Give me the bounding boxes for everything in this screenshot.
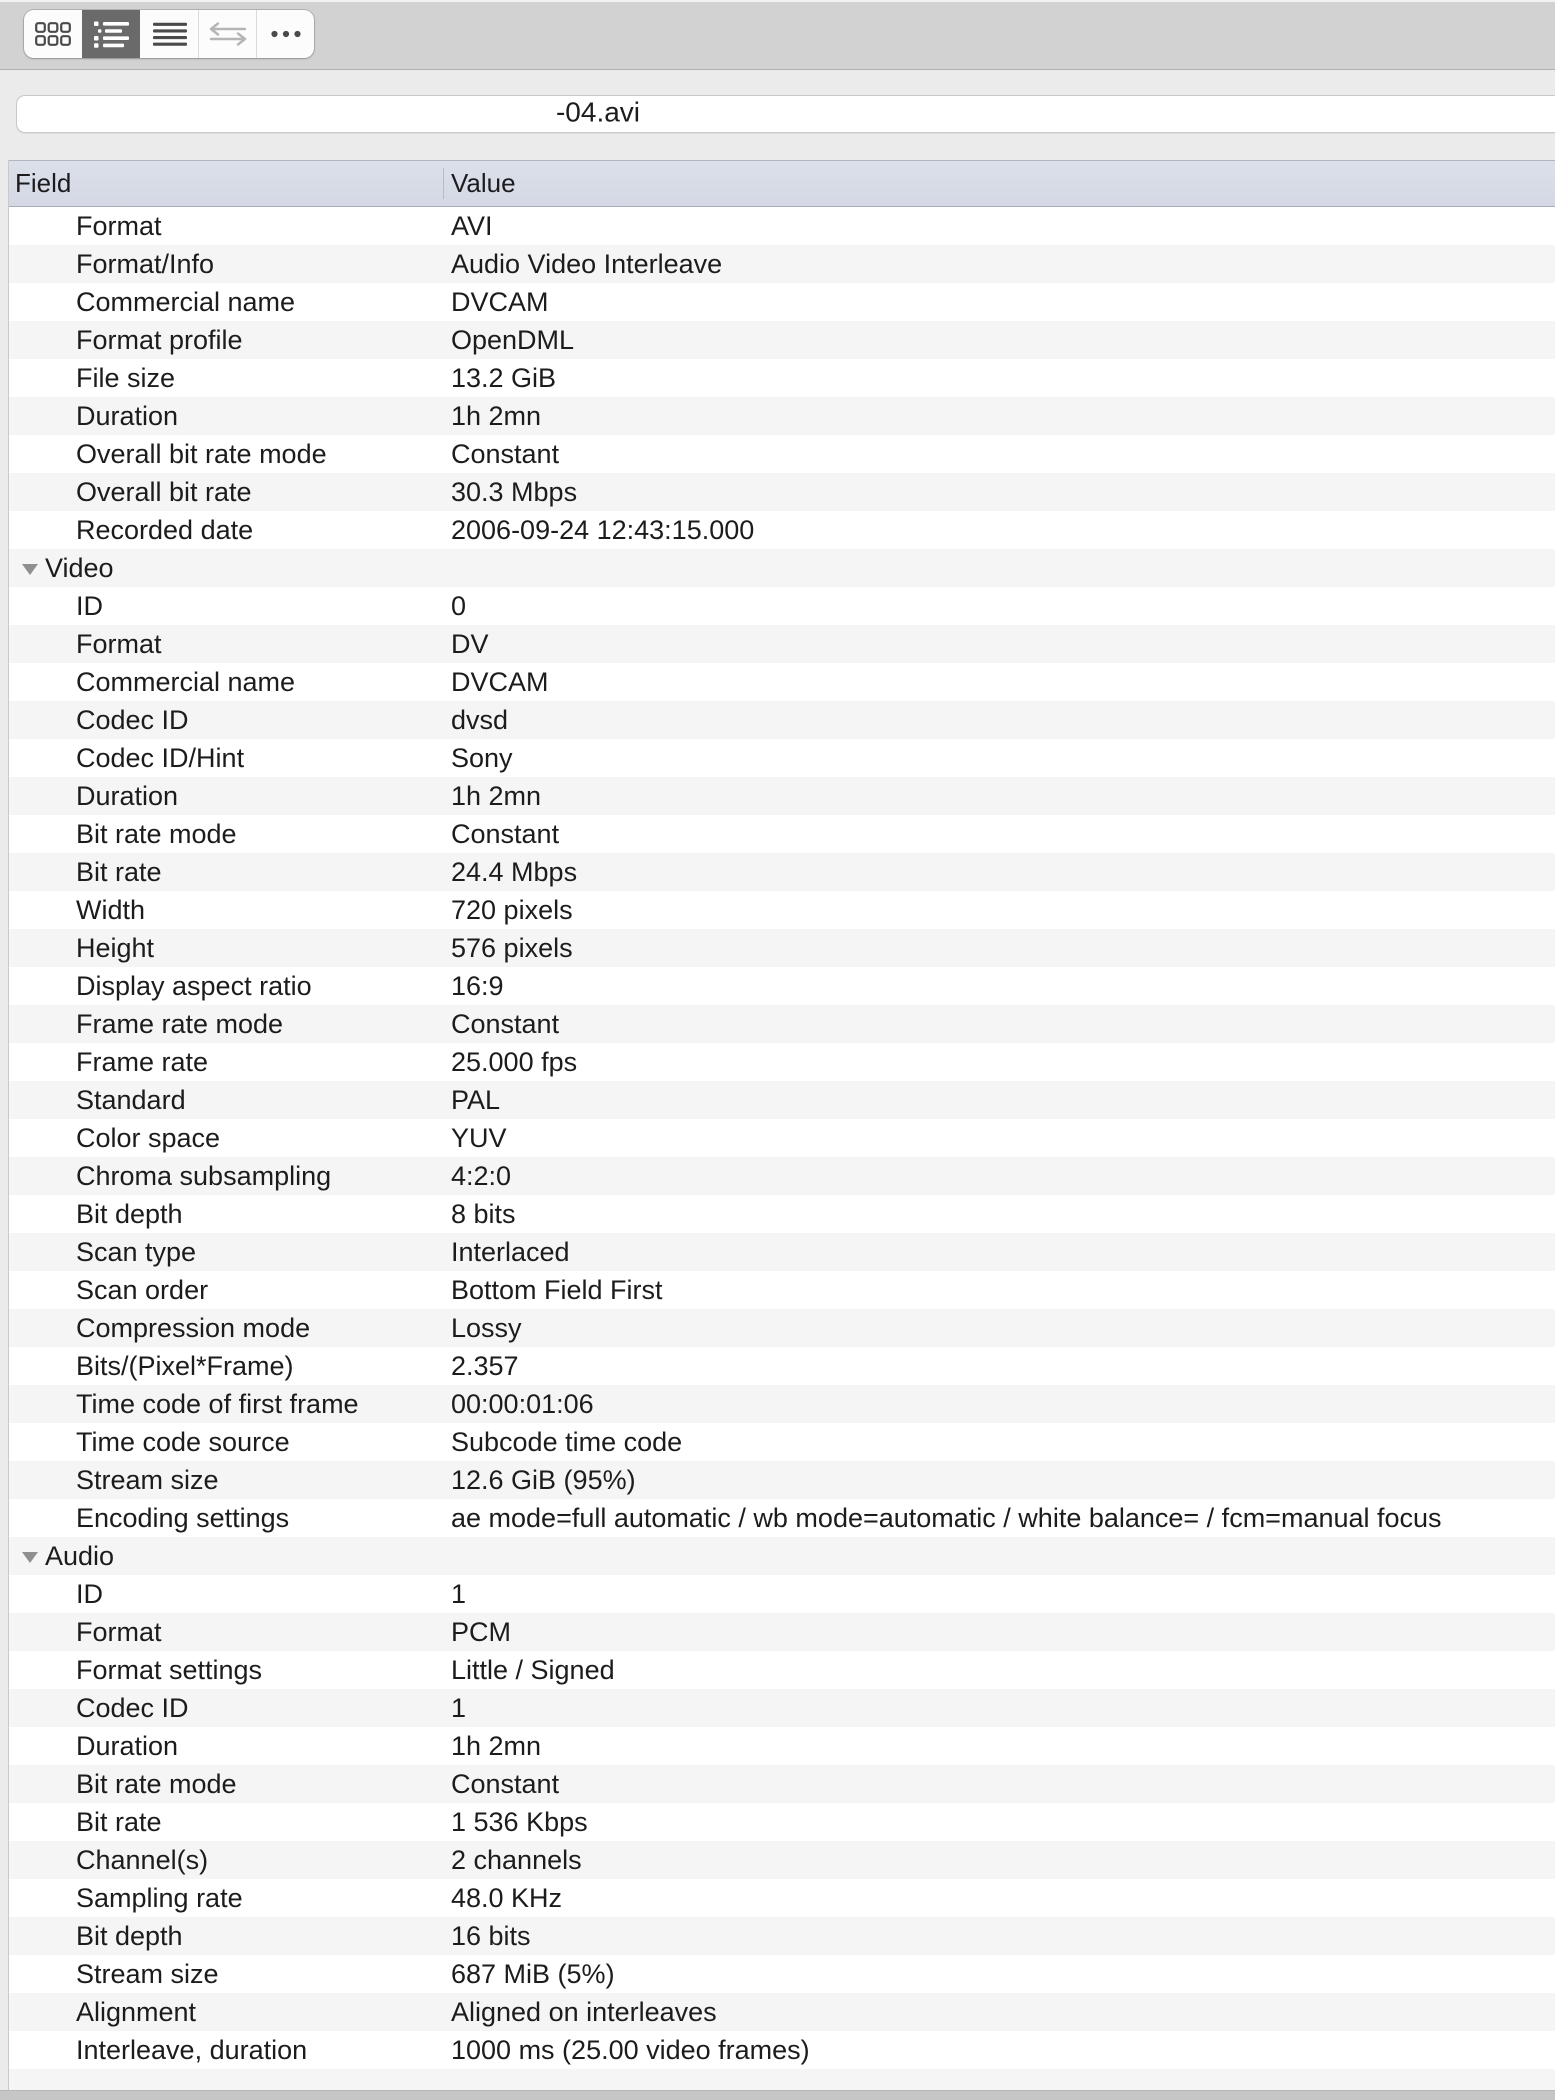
value-cell: Constant bbox=[451, 818, 560, 849]
table-row[interactable] bbox=[9, 891, 1555, 929]
text-lines-icon bbox=[153, 22, 187, 46]
column-header-field[interactable]: Field bbox=[15, 168, 72, 198]
field-cell: Overall bit rate bbox=[76, 476, 252, 507]
field-cell: Bit depth bbox=[76, 1198, 183, 1229]
filename-bar[interactable] bbox=[16, 95, 1555, 133]
table-row[interactable] bbox=[9, 1917, 1555, 1955]
field-cell: Display aspect ratio bbox=[76, 970, 312, 1001]
value-cell: Constant bbox=[451, 1768, 560, 1799]
field-cell: Frame rate bbox=[76, 1046, 209, 1077]
table-row[interactable] bbox=[9, 2031, 1555, 2069]
value-cell: Subcode time code bbox=[451, 1426, 683, 1457]
column-header-value[interactable]: Value bbox=[451, 168, 516, 198]
field-cell: Time code source bbox=[76, 1426, 290, 1457]
value-cell: 8 bits bbox=[451, 1198, 516, 1229]
field-cell: Commercial name bbox=[76, 666, 296, 697]
table-body bbox=[9, 207, 1555, 2090]
value-cell: 4:2:0 bbox=[451, 1160, 512, 1191]
field-cell: Bit rate mode bbox=[76, 818, 237, 849]
table-row[interactable] bbox=[9, 739, 1555, 777]
value-cell: 30.3 Mbps bbox=[451, 476, 578, 507]
tree-list-icon bbox=[94, 21, 129, 48]
value-cell: 00:00:01:06 bbox=[451, 1388, 594, 1419]
field-cell: Format profile bbox=[76, 324, 243, 355]
table-row[interactable] bbox=[9, 777, 1555, 815]
field-cell: Format bbox=[76, 210, 162, 241]
ellipsis-icon bbox=[270, 29, 302, 39]
table-row[interactable] bbox=[9, 1613, 1555, 1651]
value-cell: 1h 2mn bbox=[451, 400, 542, 431]
field-cell: Encoding settings bbox=[76, 1502, 290, 1533]
table-row[interactable] bbox=[9, 283, 1555, 321]
table-row[interactable] bbox=[9, 1499, 1555, 1537]
value-cell: DVCAM bbox=[451, 286, 549, 317]
disclosure-triangle-icon[interactable] bbox=[22, 564, 38, 575]
table-row[interactable] bbox=[9, 1271, 1555, 1309]
compare-button[interactable] bbox=[198, 10, 256, 58]
field-cell: Channel(s) bbox=[76, 1844, 209, 1875]
field-cell: Alignment bbox=[76, 1996, 197, 2027]
table-row[interactable] bbox=[9, 1347, 1555, 1385]
value-cell: 1h 2mn bbox=[451, 1730, 542, 1761]
value-cell: Interlaced bbox=[451, 1236, 570, 1267]
table-row[interactable] bbox=[9, 853, 1555, 891]
table-row[interactable] bbox=[9, 1879, 1555, 1917]
value-cell: 48.0 KHz bbox=[451, 1882, 563, 1913]
table-row[interactable] bbox=[9, 967, 1555, 1005]
text-view-button[interactable] bbox=[140, 10, 198, 58]
table-row[interactable] bbox=[9, 1841, 1555, 1879]
value-cell: Aligned on interleaves bbox=[451, 1996, 717, 2027]
value-cell: DV bbox=[451, 628, 489, 659]
table-row[interactable] bbox=[9, 359, 1555, 397]
value-cell: 24.4 Mbps bbox=[451, 856, 578, 887]
table-row[interactable] bbox=[9, 1119, 1555, 1157]
field-cell: Format bbox=[76, 1616, 162, 1647]
value-cell: 1 bbox=[451, 1578, 467, 1609]
metadata-table bbox=[8, 160, 1555, 2090]
field-cell: Scan type bbox=[76, 1236, 197, 1267]
field-cell: Bit rate bbox=[76, 1806, 162, 1837]
field-cell: Bit rate mode bbox=[76, 1768, 237, 1799]
value-cell: 25.000 fps bbox=[451, 1046, 578, 1077]
field-cell: Height bbox=[76, 932, 155, 963]
table-header bbox=[9, 160, 1555, 207]
table-row[interactable] bbox=[9, 1727, 1555, 1765]
field-cell: ID bbox=[76, 590, 103, 621]
field-cell: Color space bbox=[76, 1122, 221, 1153]
view-segmented-control bbox=[24, 10, 314, 58]
value-cell: 1000 ms (25.00 video frames) bbox=[451, 2034, 810, 2065]
value-cell: Little / Signed bbox=[451, 1654, 615, 1685]
table-row[interactable] bbox=[9, 397, 1555, 435]
table-row[interactable] bbox=[9, 701, 1555, 739]
more-button[interactable] bbox=[256, 10, 314, 58]
table-row[interactable] bbox=[9, 1955, 1555, 1993]
field-cell: Chroma subsampling bbox=[76, 1160, 332, 1191]
value-cell: 576 pixels bbox=[451, 932, 573, 963]
value-cell: 1 536 Kbps bbox=[451, 1806, 588, 1837]
field-cell: ID bbox=[76, 1578, 103, 1609]
table-row[interactable] bbox=[9, 1157, 1555, 1195]
value-cell: OpenDML bbox=[451, 324, 575, 355]
grid-icon bbox=[35, 22, 71, 46]
section-label: Video bbox=[45, 552, 114, 583]
table-row[interactable] bbox=[9, 1233, 1555, 1271]
filename-text: -04.avi bbox=[555, 96, 641, 128]
field-cell: Scan order bbox=[76, 1274, 209, 1305]
value-cell: AVI bbox=[451, 210, 493, 241]
table-row[interactable] bbox=[9, 815, 1555, 853]
section-header-row[interactable] bbox=[9, 549, 1555, 587]
table-row[interactable] bbox=[9, 1005, 1555, 1043]
section-cell bbox=[9, 553, 114, 584]
value-cell: Constant bbox=[451, 438, 560, 469]
table-row[interactable] bbox=[9, 473, 1555, 511]
field-cell: Recorded date bbox=[76, 514, 254, 545]
field-cell: Width bbox=[76, 894, 146, 925]
value-cell: Sony bbox=[451, 742, 513, 773]
field-cell: Overall bit rate mode bbox=[76, 438, 327, 469]
value-cell: 12.6 GiB (95%) bbox=[451, 1464, 636, 1495]
table-row[interactable] bbox=[9, 1765, 1555, 1803]
table-row[interactable] bbox=[9, 245, 1555, 283]
table-row[interactable] bbox=[9, 1195, 1555, 1233]
field-cell: Stream size bbox=[76, 1464, 219, 1495]
value-cell: Bottom Field First bbox=[451, 1274, 663, 1305]
field-cell: Duration bbox=[76, 400, 179, 431]
value-cell: Audio Video Interleave bbox=[451, 248, 723, 279]
value-cell: 16 bits bbox=[451, 1920, 531, 1951]
table-row[interactable] bbox=[9, 1461, 1555, 1499]
toolbar bbox=[0, 0, 1555, 70]
table-row[interactable] bbox=[9, 1993, 1555, 2031]
value-cell: 1h 2mn bbox=[451, 780, 542, 811]
table-row[interactable] bbox=[9, 207, 1555, 245]
field-cell: Time code of first frame bbox=[76, 1388, 359, 1419]
field-cell: Interleave, duration bbox=[76, 2034, 308, 2065]
value-cell: 16:9 bbox=[451, 970, 504, 1001]
value-cell: ae mode=full automatic / wb mode=automatic / white balance= / fcm=manual focus bbox=[451, 1502, 1442, 1533]
table-row[interactable] bbox=[9, 1385, 1555, 1423]
table-row[interactable] bbox=[9, 625, 1555, 663]
field-cell: Bit rate bbox=[76, 856, 162, 887]
field-cell: Compression mode bbox=[76, 1312, 311, 1343]
table-row[interactable] bbox=[9, 321, 1555, 359]
swap-arrows-icon bbox=[208, 22, 248, 46]
field-cell: Sampling rate bbox=[76, 1882, 243, 1913]
value-cell: 687 MiB (5%) bbox=[451, 1958, 615, 1989]
value-cell: Constant bbox=[451, 1008, 560, 1039]
field-cell: Format settings bbox=[76, 1654, 263, 1685]
field-cell: Bit depth bbox=[76, 1920, 183, 1951]
field-cell: Frame rate mode bbox=[76, 1008, 284, 1039]
table-row[interactable] bbox=[9, 929, 1555, 967]
table-row[interactable] bbox=[9, 1423, 1555, 1461]
table-row[interactable] bbox=[9, 511, 1555, 549]
table-row[interactable] bbox=[9, 663, 1555, 701]
value-cell: PAL bbox=[451, 1084, 501, 1115]
table-row[interactable] bbox=[9, 1081, 1555, 1119]
field-cell: Commercial name bbox=[76, 286, 296, 317]
field-cell: Stream size bbox=[76, 1958, 219, 1989]
value-cell: Lossy bbox=[451, 1312, 522, 1343]
field-cell: Duration bbox=[76, 1730, 179, 1761]
field-cell: Format/Info bbox=[76, 248, 215, 279]
value-cell: YUV bbox=[451, 1122, 507, 1153]
field-cell: Codec ID bbox=[76, 704, 189, 735]
section-label: Audio bbox=[45, 1540, 115, 1571]
section-cell bbox=[9, 1541, 114, 1572]
value-cell: 2 channels bbox=[451, 1844, 582, 1875]
value-cell: DVCAM bbox=[451, 666, 549, 697]
window-bottom-edge bbox=[0, 2090, 1555, 2100]
table-row[interactable] bbox=[9, 1651, 1555, 1689]
field-cell: Bits/(Pixel*Frame) bbox=[76, 1350, 294, 1381]
column-separator[interactable] bbox=[443, 168, 444, 199]
table-row[interactable] bbox=[9, 1575, 1555, 1613]
field-cell: Standard bbox=[76, 1084, 186, 1115]
table-row[interactable] bbox=[9, 1309, 1555, 1347]
section-header-row[interactable] bbox=[9, 1537, 1555, 1575]
field-cell: Duration bbox=[76, 780, 179, 811]
table-row[interactable] bbox=[9, 435, 1555, 473]
value-cell: 0 bbox=[451, 590, 467, 621]
table-row[interactable] bbox=[9, 587, 1555, 625]
table-row[interactable] bbox=[9, 1803, 1555, 1841]
value-cell: 2.357 bbox=[451, 1350, 519, 1381]
value-cell: 13.2 GiB bbox=[451, 362, 557, 393]
field-cell: Format bbox=[76, 628, 162, 659]
value-cell: PCM bbox=[451, 1616, 511, 1647]
field-cell: Codec ID bbox=[76, 1692, 189, 1723]
grid-view-button[interactable] bbox=[24, 10, 82, 58]
value-cell: dvsd bbox=[451, 704, 509, 735]
value-cell: 720 pixels bbox=[451, 894, 573, 925]
value-cell: 2006-09-24 12:43:15.000 bbox=[451, 514, 755, 545]
table-row[interactable] bbox=[9, 1043, 1555, 1081]
disclosure-triangle-icon[interactable] bbox=[22, 1552, 38, 1563]
table-row[interactable] bbox=[9, 1689, 1555, 1727]
field-cell: Codec ID/Hint bbox=[76, 742, 245, 773]
tree-view-button[interactable] bbox=[82, 10, 140, 58]
field-cell: File size bbox=[76, 362, 176, 393]
value-cell: 1 bbox=[451, 1692, 467, 1723]
